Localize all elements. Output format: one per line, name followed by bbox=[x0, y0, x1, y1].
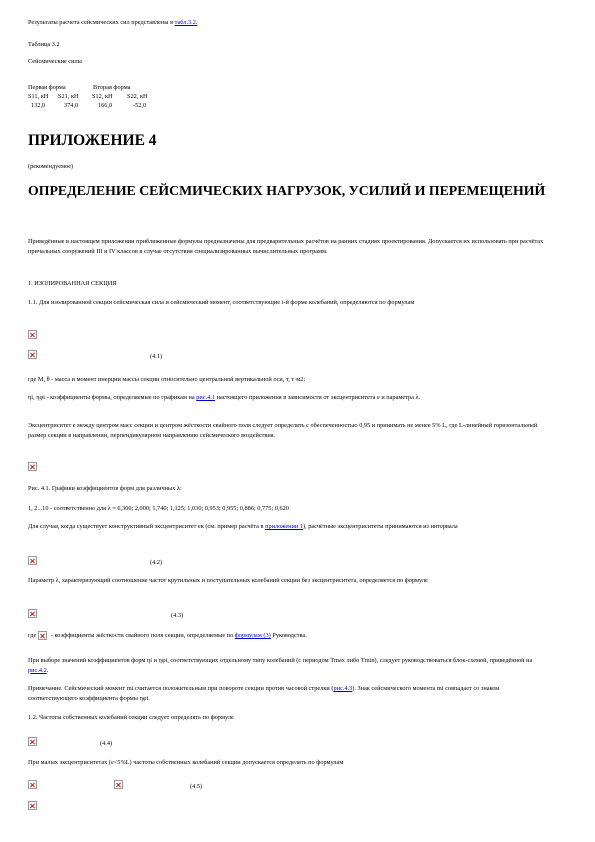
col-header: S21, кН bbox=[58, 93, 79, 101]
link-appendix-1[interactable]: приложении 1 bbox=[265, 523, 303, 530]
broken-image-icon bbox=[28, 737, 37, 746]
table-column-header bbox=[28, 92, 167, 101]
equation-number: (4.4) bbox=[100, 740, 113, 747]
intro-line: Результаты расчета сейсмических сил представлены в табл.3.2. bbox=[28, 19, 198, 26]
equation-number: (4.1) bbox=[150, 353, 163, 360]
col-header: S22, кН bbox=[127, 93, 148, 101]
section-heading: 1. ИЗОЛИРОВАННАЯ СЕКЦИЯ bbox=[28, 280, 117, 287]
paragraph-1-1: 1.1. Для изолированной секции сейсмическая сила и сейсмический момент, соответствующие i-й форме колебаний, определяются по формулам bbox=[28, 299, 415, 306]
paragraph-shape-selection: При выборе значений коэффициентов форм ηi и ηφi, соответствующих отдельному типу колебаний (с периодом Tmax либо Tmin), следует руководствоваться блок-схемой, приведённой на рис.4.2. bbox=[28, 657, 533, 674]
paragraph-small-eccentricity: При малых эксцентриситетах (e<5%L) частоты собственных колебаний секции допускается определять по формулам bbox=[28, 759, 344, 766]
broken-image-icon bbox=[28, 556, 37, 565]
link-fig-4-2[interactable]: рис.4.2 bbox=[28, 666, 47, 674]
broken-image-icon bbox=[28, 609, 37, 618]
table-row bbox=[28, 101, 167, 110]
table-cell: -52,0 bbox=[133, 102, 147, 110]
col-header: S11, кН bbox=[28, 93, 49, 101]
paragraph-1-2: 1.2. Частоты собственных колебаний секции следует определять по формуле bbox=[28, 714, 234, 721]
equation-number: (4.3) bbox=[171, 612, 184, 619]
paragraph-constructive: Для случая, когда существует конструктивный эксцентриситет ек (см. пример расчёта в приложении 1), расчётные эксцентриситеты принимаются из интервала bbox=[28, 523, 458, 530]
table-cell: 166,0 bbox=[98, 102, 113, 110]
broken-image-icon bbox=[28, 780, 37, 789]
table-caption: Таблица 3.2 bbox=[28, 41, 60, 48]
equation-number: (4.5) bbox=[190, 783, 203, 790]
paragraph-eccentricity: Эксцентриситет е между центром масс секции и центром жёсткости свайного поля следует определять с обеспеченностью 0,95 и принимать не менее 5% L, где L-линейный горизонтальный размер секции в направлении, перпендикулярном направлению сейсмического воздействия. bbox=[28, 422, 538, 439]
paragraph-note: Примечание. Сейсмический момент mi считается положительным при повороте секции против часовой стрелки (рис.4.3). Знак сейсмического момента mi совпадает со знаком соответствующего коэффициента формы ηφi. bbox=[28, 685, 500, 702]
broken-image-icon bbox=[38, 631, 47, 640]
figure-caption: Рис. 4.1. Графики коэффициентов форм для различных λ: bbox=[28, 485, 182, 492]
appendix-title: ПРИЛОЖЕНИЕ 4 bbox=[28, 132, 157, 149]
link-formulas-3[interactable]: формулам (3) bbox=[234, 632, 271, 639]
broken-image-icon bbox=[28, 801, 37, 810]
table-group-header bbox=[28, 83, 167, 92]
paragraph-lambda: Параметр λ, характеризующий соотношение частот крутильных и поступательных колебаний секции без эксцентриситета, определяется по формуле bbox=[28, 577, 428, 584]
broken-image-icon bbox=[28, 462, 37, 471]
paragraph-stiffness: где - коэффициенты жёсткости свайного поля секции, определяемые по формулам (3) Руководства. bbox=[28, 632, 307, 639]
table-cell: 374,0 bbox=[64, 102, 79, 110]
figure-values: 1, 2...10 - соответственно для λ = 6,300; 2,000; 1,740; 1,125; 1,030; 0,953; 0,955; 0,886; 0,775; 0,620 bbox=[28, 505, 289, 512]
group-header-1: Первая форма bbox=[28, 84, 66, 91]
appendix-note: (рекомендуемое) bbox=[28, 163, 74, 170]
col-header: S12, кН bbox=[92, 93, 113, 101]
equation-number: (4.2) bbox=[150, 559, 163, 566]
group-header-2: Вторая форма bbox=[93, 84, 131, 91]
link-table-3-2[interactable]: табл.3.2. bbox=[174, 19, 198, 26]
paragraph-coefficients: ηi, ηφi - коэффициенты формы, определяемые по графикам на рис.4.1 настоящего приложения в зависимости от эксцентриситета е и параметра λ. bbox=[28, 394, 421, 401]
table-cell: 132,0 bbox=[31, 102, 46, 110]
appendix-heading: ОПРЕДЕЛЕНИЕ СЕЙСМИЧЕСКИХ НАГРУЗОК, УСИЛИЙ И ПЕРЕМЕЩЕНИЙ bbox=[28, 183, 546, 198]
link-fig-4-1[interactable]: рис.4.1 bbox=[196, 394, 216, 401]
paragraph-where: где М, θ - масса и момент инерции массы секции относительно центральной вертикальной оси, т, т·м2; bbox=[28, 376, 306, 383]
table-title: Сейсмические силы bbox=[28, 58, 82, 65]
broken-image-icon bbox=[28, 330, 37, 339]
broken-image-icon bbox=[28, 350, 37, 359]
paragraph-intro: Приведённые в настоящем приложении приближенные формулы предназначены для предварительных расчётов на ранних стадиях проектирования. Допускается их использовать при расчётах причальных сооружений III и IV классов в случае отсутствия специализированных вычислительных программ. bbox=[28, 238, 544, 255]
link-fig-4-3[interactable]: рис.4.3 bbox=[333, 685, 353, 692]
seismic-forces-table bbox=[28, 83, 167, 110]
broken-image-icon bbox=[114, 780, 123, 789]
